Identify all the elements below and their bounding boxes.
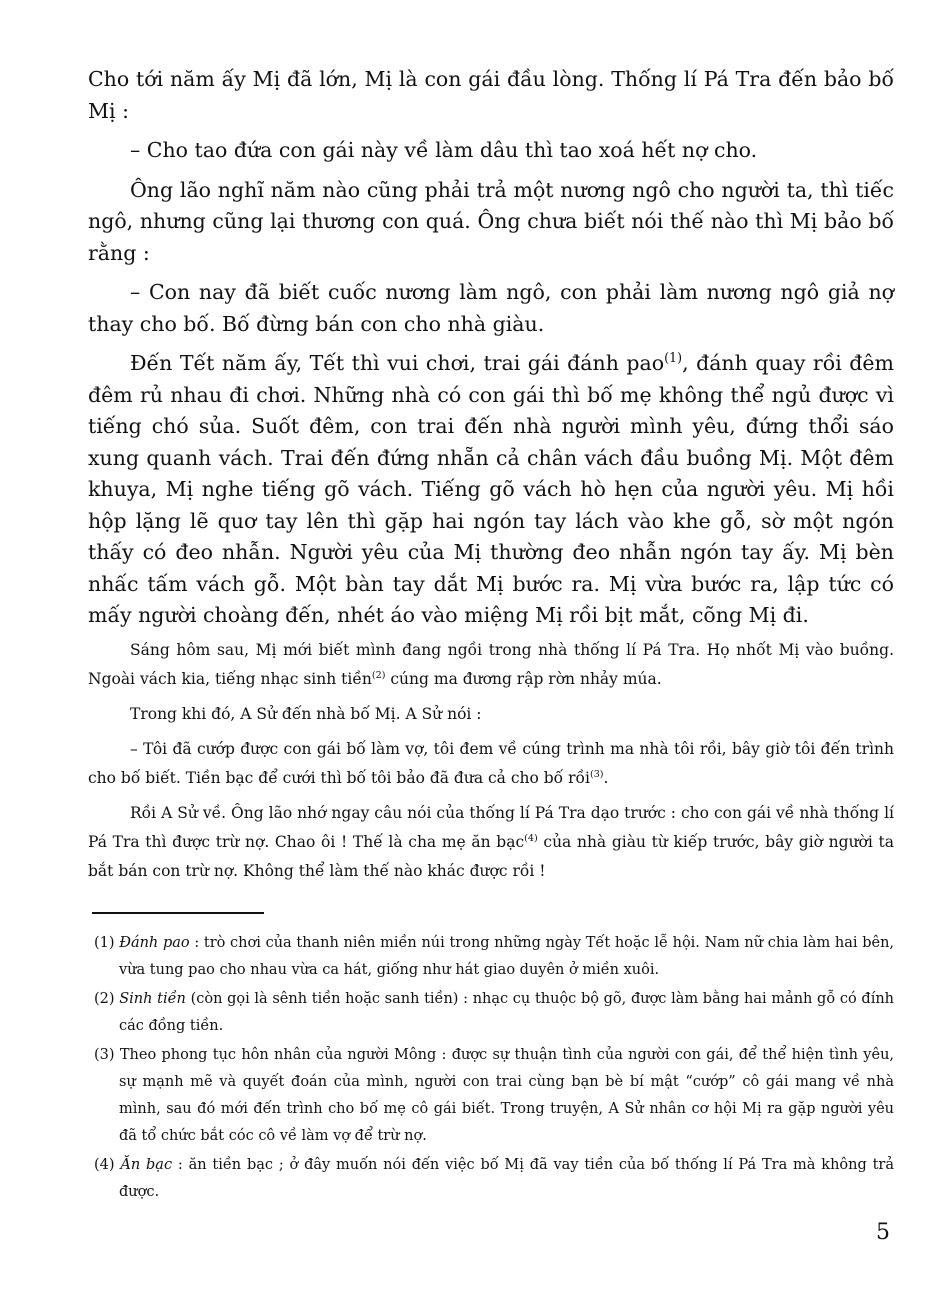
footnote-term: Ăn bạc	[120, 1157, 173, 1173]
footnote	[94, 1152, 894, 1206]
footnote-ref: (4)	[524, 832, 538, 844]
footnote-number: (4)	[94, 1157, 115, 1173]
footnote-term: Đánh pao	[119, 935, 190, 951]
small-text	[88, 636, 894, 892]
footnote	[94, 930, 894, 984]
paragraph	[88, 799, 894, 886]
footnote-number: (1)	[94, 935, 115, 951]
paragraph	[88, 700, 894, 729]
footnote-ref: (1)	[664, 350, 683, 366]
footnote-number: (2)	[94, 991, 115, 1007]
paragraph: – Cho tao đứa con gái này về làm dâu thì tao xoá hết nợ cho.	[130, 138, 758, 162]
footnotes	[94, 930, 894, 1208]
paragraph: Ông lão nghĩ năm nào cũng phải trả một nương ngô cho người ta, thì tiếc ngô, nhưng cũng lại thương con quá. Ông chưa biết nói thế nào thì Mị bảo bố rằng :	[88, 177, 894, 265]
paragraph-text: , đánh quay rồi đêm đêm rủ nhau đi chơi. Những nhà có con gái thì bố mẹ không thể ngủ được vì tiếng chó sủa. Suốt đêm, con trai đến nhà người mình yêu, đứng thổi sáo xung quanh vách. Trai đến đứng nhẵn cả chân vách đầu buồng Mị. Một đêm khuya, Mị nghe tiếng gõ vách. Tiếng gõ vách hò hẹn của người yêu. Mị hồi hộp lặng lẽ quơ tay lên thì gặp hai ngón tay lách vào khe gỗ, sờ một ngón thấy có đeo nhẫn. Người yêu của Mị thường đeo nhẫn ngón tay ấy. Mị bèn nhấc tấm vách gỗ. Một bàn tay dắt Mị bước ra. Mị vừa bước ra, lập tức có mấy người choàng đến, nhét áo vào miệng Mị rồi bịt mắt, cõng Mị đi.	[88, 351, 895, 627]
paragraph-text: cúng ma đương rập rờn nhảy múa.	[385, 670, 662, 688]
paragraph	[88, 735, 894, 793]
paragraph-text: .	[603, 769, 609, 787]
footnote-text: : ăn tiền bạc ; ở đây muốn nói đến việc bố Mị đã vay tiền của bố thống lí Pá Tra mà không trả được.	[119, 1157, 894, 1200]
footnote-text: Theo phong tục hôn nhân của người Mông : được sự thuận tình của người con gái, để thể hiện tình yêu, sự mạnh mẽ và quyết đoán của mình, người con trai cùng bạn bè bí mật “cướp” cô gái mang về nhà mình, sau đó mới đến trình cho bố mẹ cô gái biết. Trong truyện, A Sử nhân cơ hội Mị ra gặp người yêu đã tổ chức bắt cóc cô về làm vợ để trừ nợ.	[119, 1047, 895, 1144]
footnote-ref: (2)	[371, 669, 386, 681]
paragraph-text: Trong khi đó, A Sử đến nhà bố Mị. A Sử nói :	[130, 705, 482, 723]
paragraph-text: của nhà giàu từ kiếp trước, bây giờ người ta bắt bán con trừ nợ. Không thể làm thế nào khác được rồi !	[88, 833, 894, 880]
footnote-text: : trò chơi của thanh niên miền núi trong những ngày Tết hoặc lễ hội. Nam nữ chia làm hai bên, vừa tung pao cho nhau vừa ca hát, giống như hát giao duyên ở miền xuôi.	[119, 935, 895, 978]
paragraph	[88, 348, 894, 632]
footnote-text: (còn gọi là sênh tiền hoặc sanh tiền) : nhạc cụ thuộc bộ gõ, được làm bằng hai mảnh gỗ có đính các đồng tiền.	[119, 991, 895, 1034]
footnote	[94, 986, 894, 1040]
paragraph: – Con nay đã biết cuốc nương làm ngô, con phải làm nương ngô giả nợ thay cho bố. Bố đừng bán con cho nhà giàu.	[88, 280, 894, 336]
footnote-number: (3)	[94, 1047, 115, 1063]
paragraph-text: – Tôi đã cướp được con gái bố làm vợ, tôi đem về cúng trình ma nhà tôi rồi, bây giờ tôi đến trình cho bố biết. Tiền bạc để cưới thì bố tôi bảo đã đưa cả cho bố rồi	[88, 740, 894, 787]
page-number: 5	[876, 1220, 890, 1245]
footnote-ref: (3)	[589, 768, 604, 780]
footnote-divider	[92, 912, 264, 914]
footnote-term: Sinh tiền	[119, 991, 186, 1007]
main-text	[88, 64, 894, 640]
paragraph-text: Đến Tết năm ấy, Tết thì vui chơi, trai gái đánh pao	[130, 351, 665, 375]
paragraph	[88, 636, 894, 694]
paragraph-text: Rồi A Sử về. Ông lão nhớ ngay câu nói của thống lí Pá Tra dạo trước : cho con gái về nhà thống lí Pá Tra thì được trừ nợ. Chao ôi ! Thế là cha mẹ ăn bạc	[88, 804, 894, 851]
paragraph-text: Sáng hôm sau, Mị mới biết mình đang ngồi trong nhà thống lí Pá Tra. Họ nhốt Mị vào buồng. Ngoài vách kia, tiếng nhạc sinh tiền	[88, 641, 894, 688]
footnote	[94, 1042, 894, 1150]
paragraph: Cho tới năm ấy Mị đã lớn, Mị là con gái đầu lòng. Thống lí Pá Tra đến bảo bố Mị :	[88, 67, 894, 123]
